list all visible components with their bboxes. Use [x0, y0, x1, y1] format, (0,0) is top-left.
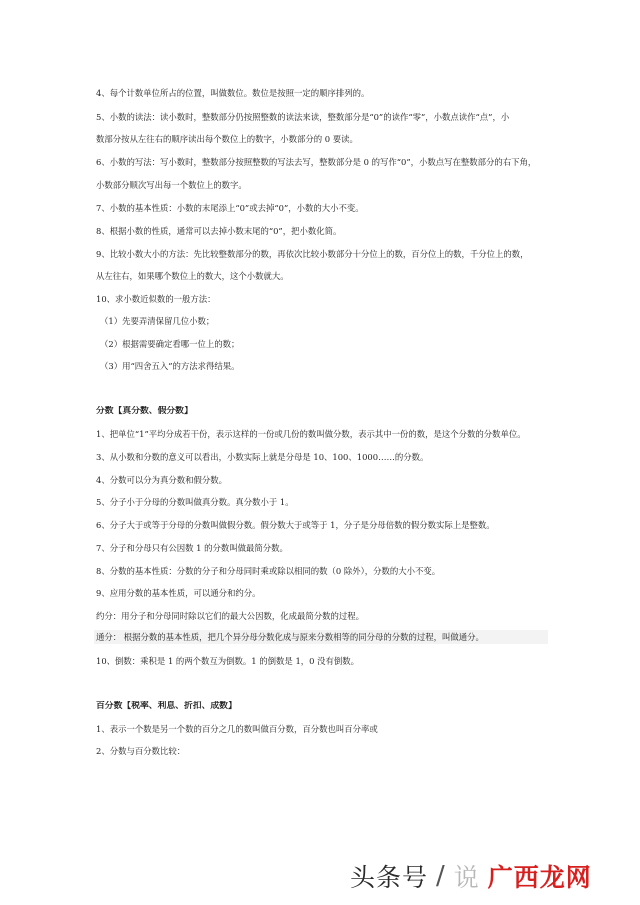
text-line: 6、分子大于或等于分母的分数叫做假分数。假分数大于或等于 1，分子是分母倍数的假分数实际上是整数。 [96, 520, 495, 530]
text-line: 1、表示一个数是另一个数的百分之几的数叫做百分数，百分数也叫百分率或 [96, 724, 378, 734]
text-line: （1）先要弄清保留几位小数； [100, 316, 215, 326]
text-line: 2、分数与百分数比较： [96, 746, 186, 756]
text-line: （2）根据需要确定看哪一位上的数； [100, 339, 240, 349]
text-line: 10、倒数：乘积是 1 的两个数互为倒数。1 的倒数是 1，0 没有倒数。 [96, 656, 360, 666]
watermark-separator: / [436, 861, 446, 891]
text-line: 小数部分顺次写出每一个数位上的数字。 [96, 180, 247, 190]
watermark-brand: 头条号 [350, 863, 429, 892]
text-line: 8、根据小数的性质，通常可以去掉小数末尾的“0”，把小数化简。 [96, 226, 342, 236]
text-line: 9、比较小数大小的方法：先比较整数部分的数，再依次比较小数部分十分位上的数，百分位上的数，千分位上的数， [96, 249, 529, 259]
text-line: 1、把单位“1”平均分成若干份，表示这样的一份或几份的数叫做分数，表示其中一份的数，是这个分数的分数单位。 [96, 429, 526, 439]
text-line: 3、从小数和分数的意义可以看出，小数实际上就是分母是 10、100、1000……的分数。 [96, 452, 429, 462]
section-heading: 百分数【税率、利息、折扣、成数】 [96, 701, 237, 711]
watermark [350, 858, 592, 894]
text-line: 6、小数的写法：写小数时，整数部分按照整数的写法去写，整数部分是 0 的写作“0”，小数点写在整数部分的右下角， [96, 157, 537, 167]
text-line: 7、分子和分母只有公因数 1 的分数叫做最简分数。 [96, 543, 288, 553]
text-line: 8、分数的基本性质：分数的分子和分母同时乘或除以相同的数（0 除外），分数的大小不变。 [96, 566, 441, 576]
text-line: 5、分子小于分母的分数叫做真分数。真分数小于 1。 [96, 497, 294, 507]
text-line: 4、分数可以分为真分数和假分数。 [96, 475, 227, 485]
text-line: 4、每个计数单位所占的位置，叫做数位。数位是按照一定的顺序排列的。 [96, 88, 370, 98]
text-line: 从左往右，如果哪个数位上的数大，这个小数就大。 [96, 271, 289, 281]
watermark-faded-text: 说 [453, 863, 480, 892]
text-line: （3）用“四舍五入”的方法求得结果。 [100, 361, 240, 371]
text-line: 5、小数的读法：读小数时，整数部分仍按照整数的读法来读，整数部分是“0”的读作“零”，小数点读作“点”，小 [96, 112, 510, 122]
highlighted-line: 通分： 根据分数的基本性质，把几个异分母分数化成与原来分数相等的同分母的分数的过程，叫做通分。 [94, 630, 548, 644]
text-line: 9、应用分数的基本性质，可以通分和约分。 [96, 588, 261, 598]
watermark-site-name: 广西龙网 [487, 863, 592, 892]
section-heading: 分数【真分数、假分数】 [96, 406, 193, 416]
text-line: 数部分按从左往右的顺序读出每个数位上的数字，小数部分的 0 要读。 [96, 134, 358, 144]
text-line: 约分：用分子和分母同时除以它们的最大公因数，化成最简分数的过程。 [96, 611, 364, 621]
text-line: 10、求小数近似数的一般方法： [96, 294, 216, 304]
text-line: 7、小数的基本性质：小数的末尾添上“0”或去掉“0”，小数的大小不变。 [96, 203, 364, 213]
